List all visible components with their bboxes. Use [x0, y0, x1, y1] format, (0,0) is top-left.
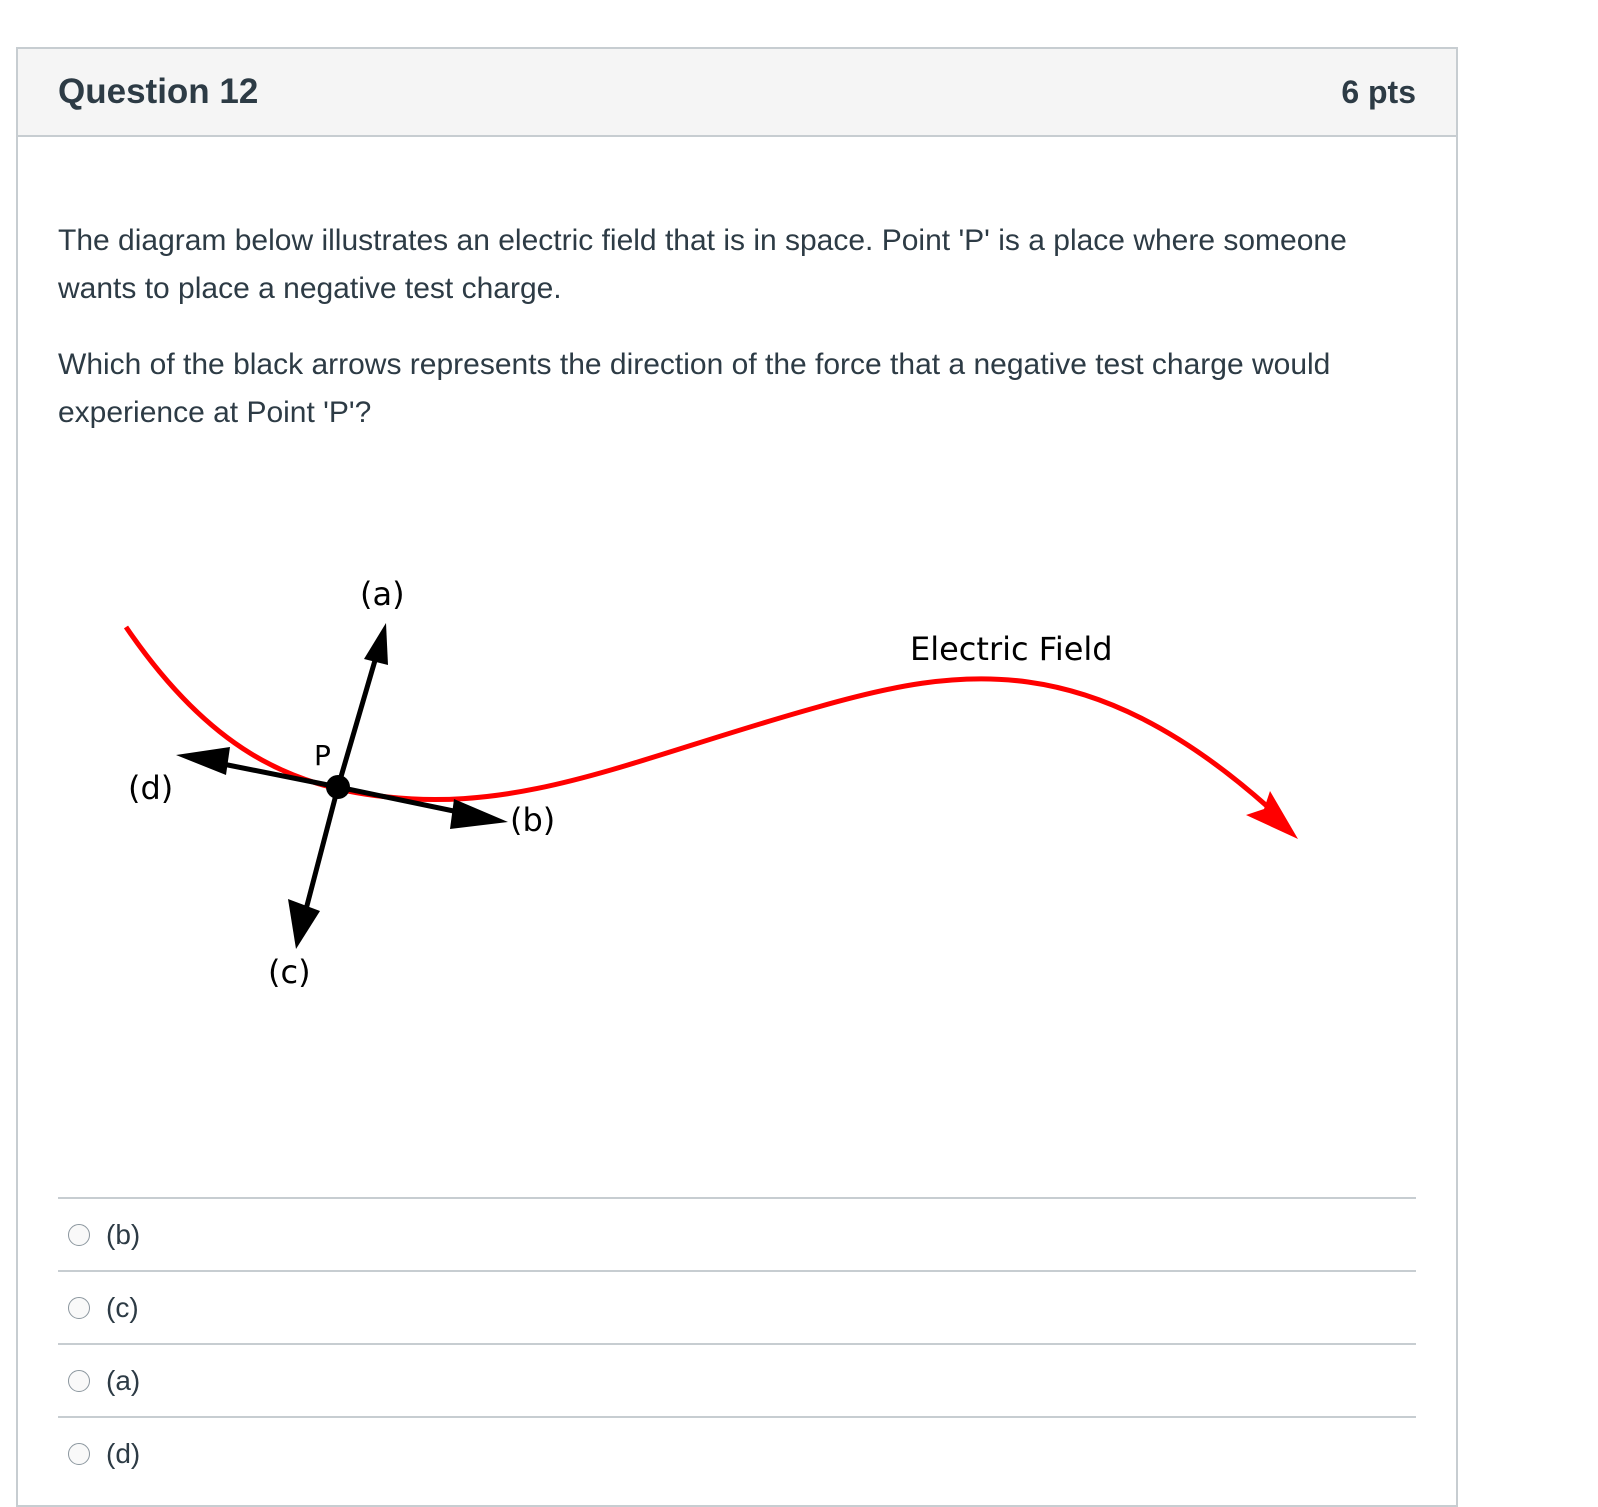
arrow-a-head	[364, 623, 388, 665]
question-points: 6 pts	[1341, 73, 1416, 110]
answer-option[interactable]	[58, 1343, 1416, 1416]
point-p-dot	[326, 775, 350, 799]
arrow-c-head	[288, 899, 320, 949]
diagram-svg	[58, 547, 1418, 1127]
arrow-c-label: (c)	[268, 953, 311, 991]
arrow-d-head	[176, 747, 230, 775]
arrow-c	[304, 787, 338, 917]
question-paragraph: Which of the black arrows represents the direction of the force that a negative test charge would experience at Point 'P'?	[58, 348, 1331, 429]
answer-option[interactable]	[58, 1270, 1416, 1343]
arrow-d-label: (d)	[128, 769, 174, 807]
question-header	[18, 49, 1456, 137]
answer-label: (a)	[106, 1364, 141, 1396]
arrow-a-label: (a)	[360, 575, 405, 613]
answer-label: (d)	[106, 1437, 141, 1469]
question-body	[18, 137, 1456, 1489]
answer-label: (c)	[106, 1291, 139, 1323]
answer-list	[58, 1197, 1416, 1489]
answer-option[interactable]	[58, 1416, 1416, 1489]
question-card	[16, 47, 1458, 1507]
electric-field-diagram	[58, 547, 1418, 1127]
question-text	[58, 217, 1416, 437]
radio-button[interactable]	[68, 1370, 90, 1392]
answer-option[interactable]	[58, 1197, 1416, 1270]
answer-label: (b)	[106, 1218, 141, 1250]
question-paragraph: The diagram below illustrates an electric field that is in space. Point 'P' is a place where someone wants to place a negative test charge.	[58, 224, 1347, 305]
point-p-label: P	[314, 739, 331, 772]
radio-button[interactable]	[68, 1297, 90, 1319]
arrow-b-head	[450, 799, 508, 829]
arrow-b-label: (b)	[510, 801, 556, 839]
radio-button[interactable]	[68, 1224, 90, 1246]
arrow-a	[338, 657, 376, 787]
radio-button[interactable]	[68, 1443, 90, 1465]
electric-field-label: Electric Field	[910, 630, 1113, 668]
electric-field-arrowhead	[1246, 791, 1298, 839]
question-title: Question 12	[58, 72, 259, 111]
